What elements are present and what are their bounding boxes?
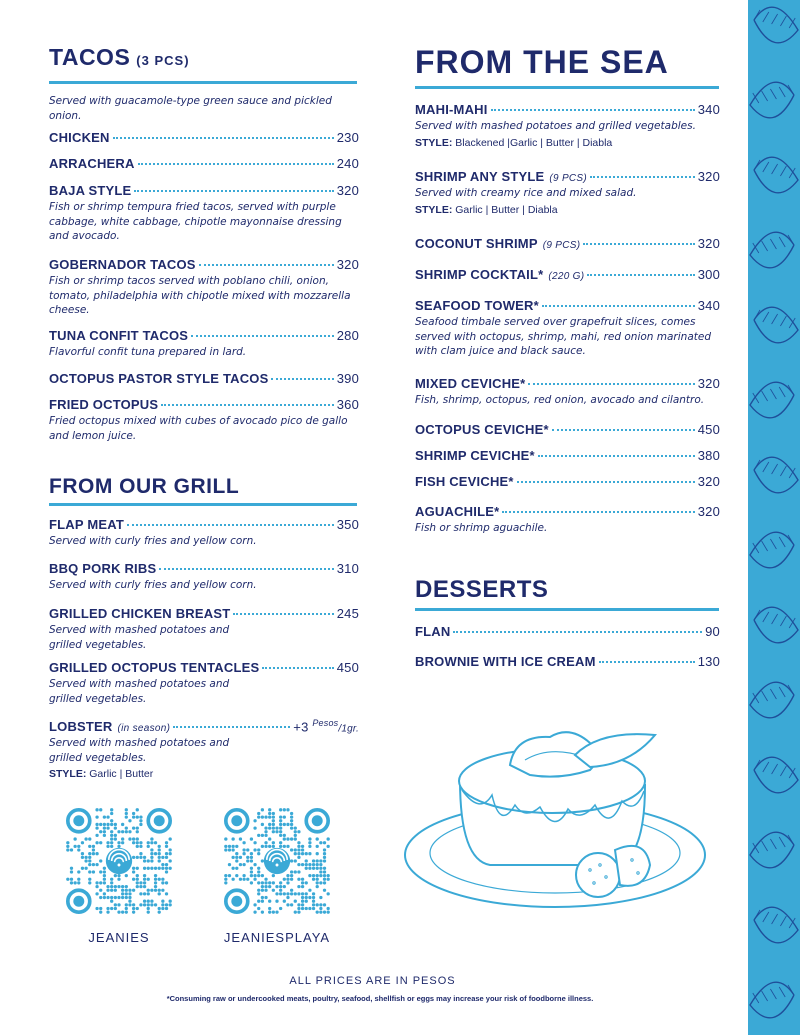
- item-price: 230: [336, 130, 359, 145]
- dotted-leader: [127, 524, 334, 526]
- tacos-intro: Served with guacamole-type green sauce and pickled onion.: [49, 95, 332, 122]
- tacos-rule: [49, 81, 357, 84]
- item-description: Fried octopus mixed with cubes of avocado pico de gallo and lemon juice.: [49, 415, 348, 442]
- item-description: Served with mashed potatoes and grilled vegetables.: [49, 624, 230, 651]
- item-name: COCONUT SHRIMP: [415, 236, 538, 251]
- menu-item: [415, 298, 720, 359]
- item-name: GRILLED CHICKEN BREAST: [49, 606, 231, 621]
- menu-item: [49, 257, 359, 318]
- item-name: FISH CEVICHE*: [415, 474, 514, 489]
- dotted-leader: [233, 613, 333, 615]
- item-price: 340: [697, 298, 720, 313]
- item-description: Served with creamy rice and mixed salad.: [415, 187, 637, 199]
- dotted-leader: [517, 481, 695, 483]
- item-name: BROWNIE WITH ICE CREAM: [415, 654, 596, 669]
- dotted-leader: [161, 404, 333, 406]
- mint-leaf: [575, 734, 655, 767]
- item-note: (9 PCS): [549, 173, 588, 184]
- menu-item: [49, 397, 359, 443]
- style-options: Garlic | Butter: [89, 768, 154, 781]
- grill-rule: [49, 503, 357, 506]
- footer-disclaimer: *Consuming raw or undercooked meats, poultry, seafood, shellfish or eggs may increase your risk of foodborne illness.: [166, 994, 594, 1003]
- price-currency: Pesos: [312, 718, 339, 728]
- item-name: SHRIMP ANY STYLE: [415, 169, 545, 184]
- style-label: STYLE:: [415, 136, 453, 149]
- dotted-leader: [113, 137, 334, 139]
- dotted-leader: [134, 190, 333, 192]
- menu-item: [49, 660, 359, 706]
- strawberry-2: [615, 846, 650, 886]
- qr-pattern: [224, 808, 330, 914]
- strawberry-1: [576, 853, 620, 897]
- tacos-title-text: TACOS: [49, 44, 131, 70]
- item-price: [293, 718, 359, 734]
- item-price: 90: [705, 624, 720, 639]
- tacos-subtitle: (3 PCS): [136, 53, 190, 68]
- leaf-pattern: [748, 0, 800, 1035]
- desserts-section-title: DESSERTS: [415, 576, 549, 603]
- decorative-leaf-strip: [748, 0, 800, 1035]
- item-price: 390: [336, 371, 359, 386]
- item-price: 320: [697, 169, 720, 184]
- style-label: STYLE:: [415, 203, 453, 216]
- tacos-section-title: [49, 44, 190, 71]
- style-options: Garlic | Butter | Diabla: [455, 203, 558, 216]
- item-name: OCTOPUS PASTOR STYLE TACOS: [49, 371, 269, 386]
- item-price: 310: [336, 561, 359, 576]
- menu-item: [49, 156, 359, 171]
- item-name: LOBSTER: [49, 719, 113, 735]
- dotted-leader: [199, 264, 334, 266]
- item-name: TUNA CONFIT TACOS: [49, 328, 189, 343]
- item-price: 450: [697, 422, 720, 437]
- item-name: FRIED OCTOPUS: [49, 397, 159, 412]
- dotted-leader: [138, 163, 334, 165]
- style-line: [49, 768, 359, 780]
- sea-rule: [415, 86, 719, 89]
- menu-item: [49, 517, 359, 549]
- item-name: OCTOPUS CEVICHE*: [415, 422, 549, 437]
- price-value: +3: [293, 719, 309, 735]
- footer-prices-note: ALL PRICES ARE IN PESOS: [289, 975, 456, 987]
- item-note: (9 PCS): [542, 240, 581, 251]
- menu-item: [49, 130, 359, 145]
- qr-label-jeaniesplaya: JEANIESPLAYA: [223, 930, 331, 945]
- dotted-leader: [583, 243, 694, 245]
- item-name: ARRACHERA: [49, 156, 135, 171]
- menu-item: [415, 236, 720, 251]
- item-price: 450: [336, 660, 359, 675]
- menu-item: [49, 183, 359, 244]
- dotted-leader: [599, 661, 695, 663]
- menu-item: [415, 376, 720, 408]
- menu-item: [49, 718, 359, 780]
- style-line: [415, 204, 720, 216]
- price-unit: /1gr.: [338, 723, 359, 735]
- menu-item: [49, 606, 359, 652]
- menu-item: [415, 654, 720, 669]
- item-price: 320: [697, 504, 720, 519]
- menu-item: [415, 448, 720, 463]
- item-price: 340: [697, 102, 720, 117]
- qr-label-jeanies: JEANIES: [88, 930, 150, 945]
- item-name: SEAFOOD TOWER*: [415, 298, 539, 313]
- grill-section-title: FROM OUR GRILL: [49, 475, 240, 498]
- dotted-leader: [542, 305, 695, 307]
- dotted-leader: [271, 378, 333, 380]
- style-label: STYLE:: [49, 768, 87, 781]
- item-name: MAHI-MAHI: [415, 102, 488, 117]
- item-description: Flavorful confit tuna prepared in lard.: [49, 346, 247, 358]
- menu-item: [415, 474, 720, 489]
- dotted-leader: [590, 176, 695, 178]
- item-name: SHRIMP COCKTAIL*: [415, 267, 544, 282]
- dotted-leader: [159, 568, 333, 570]
- item-price: 360: [336, 397, 359, 412]
- dotted-leader: [173, 726, 290, 728]
- wifi-icon: [264, 848, 290, 874]
- item-price: 320: [336, 257, 359, 272]
- item-name: FLAN: [415, 624, 451, 639]
- menu-item: [415, 102, 720, 149]
- item-description: Served with mashed potatoes and grilled vegetables.: [415, 120, 696, 132]
- item-name: GOBERNADOR TACOS: [49, 257, 196, 272]
- item-description: Served with curly fries and yellow corn.: [49, 535, 257, 547]
- item-price: 320: [697, 474, 720, 489]
- dotted-leader: [552, 429, 695, 431]
- item-description: Served with curly fries and yellow corn.: [49, 579, 257, 591]
- dotted-leader: [538, 455, 695, 457]
- item-price: 245: [336, 606, 359, 621]
- menu-item: [49, 561, 359, 593]
- item-name: SHRIMP CEVICHE*: [415, 448, 535, 463]
- item-note: (in season): [117, 723, 171, 735]
- dotted-leader: [491, 109, 695, 111]
- item-name: BAJA STYLE: [49, 183, 132, 198]
- item-description: Served with mashed potatoes and grilled vegetables.: [49, 678, 230, 705]
- menu-item: [49, 328, 359, 360]
- flan-illustration: [400, 725, 720, 930]
- menu-item: [415, 267, 720, 282]
- menu-item: [415, 624, 720, 639]
- item-name: FLAP MEAT: [49, 517, 124, 532]
- item-name: MIXED CEVICHE*: [415, 376, 526, 391]
- menu-item: [49, 371, 359, 386]
- qr-code-jeaniesplaya[interactable]: [224, 808, 330, 914]
- item-description: Seafood timbale served over grapefruit slices, comes served with octopus, shrimp, mahi, red onion marinated with clam juice and black sauce.: [415, 316, 711, 357]
- item-name: GRILLED OCTOPUS TENTACLES: [49, 660, 260, 675]
- item-description: Fish, shrimp, octopus, red onion, avocado and cilantro.: [415, 394, 705, 406]
- item-price: 320: [336, 183, 359, 198]
- menu-item: [415, 422, 720, 437]
- wifi-icon: [106, 848, 132, 874]
- item-description: Fish or shrimp aguachile.: [415, 522, 548, 534]
- dotted-leader: [528, 383, 694, 385]
- menu-item: [415, 169, 720, 216]
- item-price: 240: [336, 156, 359, 171]
- dotted-leader: [587, 274, 694, 276]
- qr-pattern: [66, 808, 172, 914]
- qr-code-jeanies[interactable]: [66, 808, 172, 914]
- style-line: [415, 137, 720, 149]
- item-name: CHICKEN: [49, 130, 110, 145]
- item-name: AGUACHILE*: [415, 504, 500, 519]
- item-description: Served with mashed potatoes and grilled vegetables.: [49, 737, 230, 764]
- item-price: 380: [697, 448, 720, 463]
- item-note: (220 G): [548, 271, 585, 282]
- item-price: 130: [697, 654, 720, 669]
- dotted-leader: [191, 335, 334, 337]
- item-price: 300: [697, 267, 720, 282]
- item-description: Fish or shrimp tacos served with poblano chili, onion, tomato, philadelphia with chipotle mixed with mozzarella cheese.: [49, 275, 351, 316]
- desserts-rule: [415, 608, 719, 611]
- item-price: 320: [697, 236, 720, 251]
- style-options: Blackened |Garlic | Butter | Diabla: [455, 136, 613, 149]
- item-price: 280: [336, 328, 359, 343]
- item-description: Fish or shrimp tempura fried tacos, served with purple cabbage, white cabbage, chipotle mayonnaise dressing and avocado.: [49, 201, 342, 242]
- dotted-leader: [453, 631, 702, 633]
- dotted-leader: [502, 511, 694, 513]
- item-name: BBQ PORK RIBS: [49, 561, 157, 576]
- menu-item: [415, 504, 720, 536]
- item-price: 320: [697, 376, 720, 391]
- sea-section-title: FROM THE SEA: [415, 44, 669, 80]
- dotted-leader: [262, 667, 333, 669]
- item-price: 350: [336, 517, 359, 532]
